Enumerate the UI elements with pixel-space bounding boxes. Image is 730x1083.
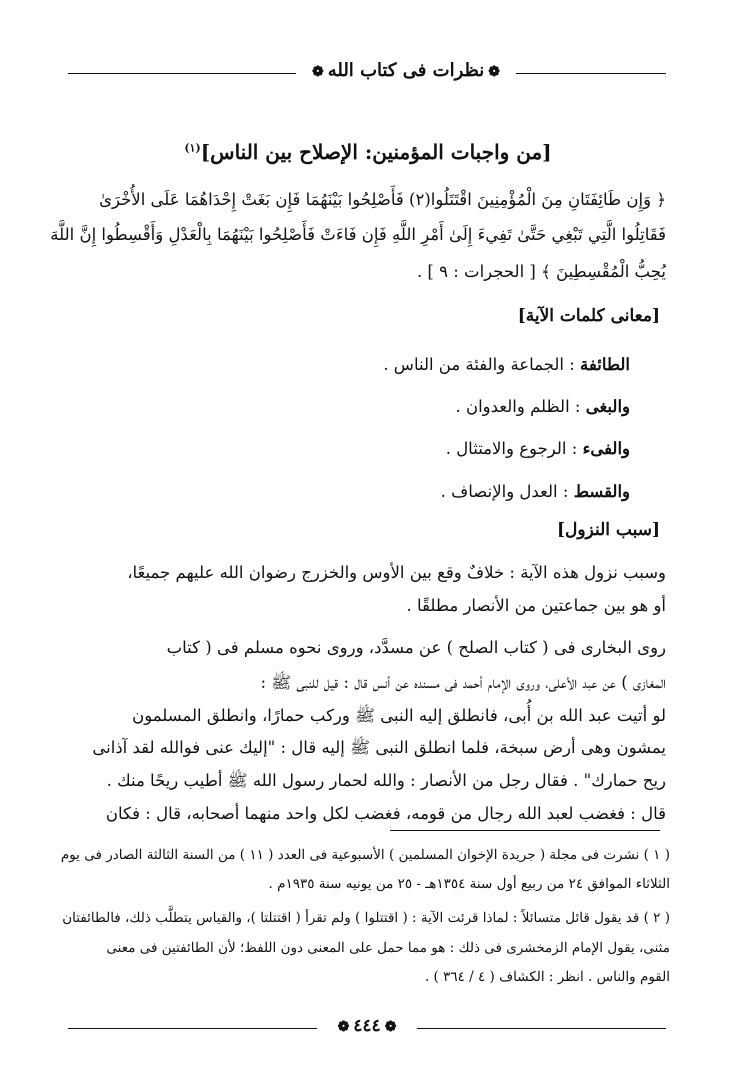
footnote-line: الثلاثاء الموافق ٢٤ من ربيع أول سنة ١٣٥٤هـ - ٢٥ من يونيه سنة ١٩٣٥م . [268, 876, 670, 892]
footnote-line: مثنى، يقول الإمام الزمخشرى فى ذلك : هو مما حمل على المعنى دون اللفظ؛ لأن الطائفتين فى معنى [106, 940, 670, 956]
page-number: ٤٤٤ [353, 1016, 381, 1036]
header-rule-left [68, 73, 296, 74]
flower-ornament-icon: ❁ [384, 1019, 397, 1035]
definition-text: : الظلم والعدوان . [455, 397, 581, 416]
paragraph-line: قال : فغضب لعبد الله رجال من قومه، فغضب لكل واحد منهما أصحابه، قال : فكان [105, 804, 666, 823]
paragraph-line: ريح حمارك" . فقال رجل من الأنصار : والله لحمار رسول الله ﷺ أطيب ريحًا منك . [106, 771, 666, 790]
page-number-wrap [327, 1016, 407, 1036]
header-rule-right [516, 73, 666, 74]
paragraph-line: المغازى ) عن عبد الأعلى، وروى الإمام أحمد فى مسنده عن أنس قال : قيل للنبى ﷺ : [260, 673, 666, 692]
footer-rule-left [68, 1028, 317, 1029]
meanings-heading: [معانى كلمات الآية] [517, 306, 660, 326]
footnote-line: القوم والناس . انظر : الكشاف ( ٤ / ٣٦٤ ) . [424, 969, 670, 985]
definition-text: : الجماعة والفئة من الناس . [383, 355, 575, 374]
paragraph-line: روى البخارى فى ( كتاب الصلح ) عن مسدَّد، وروى نحوه مسلم فى ( كتاب [166, 638, 666, 657]
definition-item [441, 482, 630, 501]
header-title: نظرات فى كتاب الله [327, 60, 485, 81]
footnote-separator [390, 830, 660, 831]
section-title-text: [من واجبات المؤمنين: الإصلاح بين الناس] [200, 140, 552, 164]
definition-term: الطائفة [580, 355, 630, 374]
running-header [68, 58, 666, 88]
footer-rule-right [417, 1028, 666, 1029]
definition-term: والبغى [585, 397, 630, 416]
paragraph-line: لو أتيت عبد الله بن أُبى، فانطلق إليه النبى ﷺ وركب حمارًا، وانطلق المسلمون [132, 706, 666, 725]
definition-text: : الرجوع والامتثال . [445, 439, 578, 458]
definition-term: والفىء [582, 439, 630, 458]
footnote-ref-1: (١) [184, 141, 201, 155]
header-title-wrap [306, 60, 506, 81]
paragraph-line: يمشون وهى أرض سبخة، فلما انطلق النبى ﷺ إليه قال : "إليك عنى فوالله لقد آذانى [92, 738, 666, 757]
definition-text: : العدل والإنصاف . [440, 482, 569, 501]
definition-item [455, 397, 630, 416]
flower-ornament-icon: ❁ [488, 64, 501, 80]
definition-term: والقسط [573, 482, 630, 501]
footnote-line: ( ١ ) نشرت فى مجلة ( جريدة الإخوان المسلمين ) الأسبوعية فى العدد ( ١١ ) من السنة الثالثة الصادر فى يوم [60, 847, 670, 863]
flower-ornament-icon: ❁ [337, 1019, 350, 1035]
verse-line: ﴿ وَإِن طَائِفَتَانِ مِنَ الْمُؤْمِنِينَ اقْتَتَلُوا(٢) فَأَصْلِحُوا بَيْنَهُمَا فَإِن بَغَتْ إِحْدَاهُمَا عَلَى الأُخْرَىٰ [99, 190, 666, 209]
paragraph-line: وسبب نزول هذه الآية : خلافٌ وقع بين الأوس والخزرج رضوان الله عليهم جميعًا، [127, 563, 666, 582]
flower-ornament-icon: ❁ [311, 64, 324, 80]
footnote-line: ( ٢ ) قد يقول قائل متسائلاً : لماذا قرئت الآية : ( اقتتلوا ) ولم تقرأ ( اقتتلتا )، والقياس يتطلَّب ذلك، فالطائفتان [62, 910, 670, 926]
verse-line: فَقَاتِلُوا الَّتِي تَبْغِي حَتَّىٰ تَفِيءَ إِلَىٰ أَمْرِ اللَّهِ فَإِن فَاءَتْ فَأَصْلِحُوا بَيْنَهُمَا بِالْعَدْلِ وَأَقْسِطُوا إِنَّ اللَّهَ [50, 225, 666, 244]
definition-item [383, 355, 630, 374]
verse-line: يُحِبُّ الْمُقْسِطِينَ ﴾ [ الحجرات : ٩ ] . [416, 262, 666, 281]
paragraph-line: أو هو بين جماعتين من الأنصار مطلقًا . [406, 596, 666, 615]
section-title [70, 140, 666, 164]
page-footer [68, 1016, 666, 1042]
definition-item [446, 439, 630, 458]
revelation-heading: [سبب النزول] [556, 520, 660, 540]
